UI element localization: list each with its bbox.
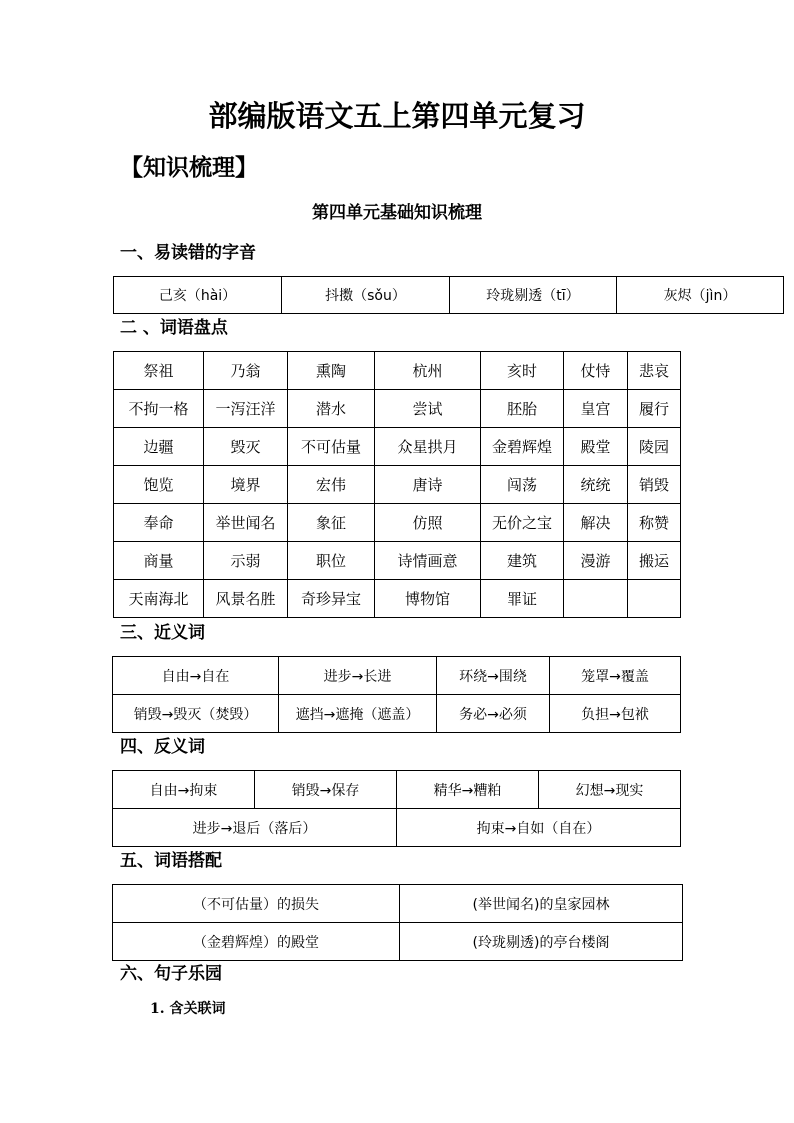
table-row bbox=[113, 923, 683, 961]
collocations-table bbox=[112, 884, 683, 961]
section-heading-collocations: 五、词语搭配 bbox=[120, 851, 222, 871]
table-cell: 灰烬（jìn） bbox=[617, 277, 784, 314]
table-cell: 称赞 bbox=[628, 504, 681, 542]
table-row bbox=[113, 809, 681, 847]
table-cell: 自由→自在 bbox=[113, 657, 279, 695]
table-row bbox=[114, 352, 681, 390]
table-cell: 销毁 bbox=[628, 466, 681, 504]
table-cell: 边疆 bbox=[114, 428, 204, 466]
table-row bbox=[114, 277, 784, 314]
subsection-heading: 1. 含关联词 bbox=[150, 1001, 226, 1017]
table-cell: 务必→必须 bbox=[437, 695, 550, 733]
page-title: 部编版语文五上第四单元复习 bbox=[208, 99, 586, 133]
table-row bbox=[113, 885, 683, 923]
table-cell: 毁灭 bbox=[204, 428, 288, 466]
table-cell: 仿照 bbox=[375, 504, 481, 542]
table-cell: 笼罩→覆盖 bbox=[550, 657, 681, 695]
table-cell: 举世闻名 bbox=[204, 504, 288, 542]
table-cell: 商量 bbox=[114, 542, 204, 580]
table-cell: 幻想→现实 bbox=[539, 771, 681, 809]
table-cell: 宏伟 bbox=[288, 466, 375, 504]
table-cell: 胚胎 bbox=[481, 390, 564, 428]
table-cell: （不可估量）的损失 bbox=[113, 885, 400, 923]
table-cell: 悲哀 bbox=[628, 352, 681, 390]
vocab-table bbox=[113, 351, 681, 618]
table-cell: 仗恃 bbox=[564, 352, 628, 390]
table-cell: 精华→糟粕 bbox=[397, 771, 539, 809]
table-cell: 无价之宝 bbox=[481, 504, 564, 542]
table-cell: 陵园 bbox=[628, 428, 681, 466]
table-cell: 进步→长进 bbox=[279, 657, 437, 695]
table-cell: 唐诗 bbox=[375, 466, 481, 504]
table-cell: 金碧辉煌 bbox=[481, 428, 564, 466]
table-cell: 搬运 bbox=[628, 542, 681, 580]
table-cell: 自由→拘束 bbox=[113, 771, 255, 809]
section-heading-vocab: 二 、词语盘点 bbox=[120, 318, 228, 338]
table-cell: 象征 bbox=[288, 504, 375, 542]
table-cell: 统统 bbox=[564, 466, 628, 504]
synonyms-table bbox=[112, 656, 681, 733]
table-cell: 尝试 bbox=[375, 390, 481, 428]
table-cell: 示弱 bbox=[204, 542, 288, 580]
table-cell: 职位 bbox=[288, 542, 375, 580]
table-cell: 亥时 bbox=[481, 352, 564, 390]
table-cell: 乃翁 bbox=[204, 352, 288, 390]
table-cell: (玲珑剔透)的亭台楼阁 bbox=[400, 923, 683, 961]
section-heading-antonyms: 四、反义词 bbox=[120, 737, 205, 757]
table-row bbox=[114, 390, 681, 428]
table-cell: 祭祖 bbox=[114, 352, 204, 390]
table-row bbox=[114, 504, 681, 542]
table-cell: 漫游 bbox=[564, 542, 628, 580]
section-heading-synonyms: 三、近义词 bbox=[120, 623, 205, 643]
table-cell: 杭州 bbox=[375, 352, 481, 390]
table-cell: 己亥（hài） bbox=[114, 277, 282, 314]
table-cell bbox=[564, 580, 628, 618]
table-cell: (举世闻名)的皇家园林 bbox=[400, 885, 683, 923]
table-cell: 不可估量 bbox=[288, 428, 375, 466]
table-cell: 诗情画意 bbox=[375, 542, 481, 580]
table-cell: 闯荡 bbox=[481, 466, 564, 504]
table-row bbox=[113, 771, 681, 809]
antonyms-table bbox=[112, 770, 681, 847]
table-cell: 拘束→自如（自在） bbox=[397, 809, 681, 847]
table-cell: 建筑 bbox=[481, 542, 564, 580]
table-cell: 遮挡→遮掩（遮盖） bbox=[279, 695, 437, 733]
table-cell: 一泻汪洋 bbox=[204, 390, 288, 428]
table-cell: 抖擞（sǒu） bbox=[282, 277, 450, 314]
table-cell: 熏陶 bbox=[288, 352, 375, 390]
pronunciation-table bbox=[113, 276, 784, 314]
table-cell: 天南海北 bbox=[114, 580, 204, 618]
table-row bbox=[114, 428, 681, 466]
table-cell: 众星拱月 bbox=[375, 428, 481, 466]
table-row bbox=[114, 580, 681, 618]
subtitle: 第四单元基础知识梳理 bbox=[312, 203, 482, 223]
table-row bbox=[114, 466, 681, 504]
table-cell: （金碧辉煌）的殿堂 bbox=[113, 923, 400, 961]
table-cell: 负担→包袱 bbox=[550, 695, 681, 733]
table-cell: 奉命 bbox=[114, 504, 204, 542]
table-row bbox=[113, 695, 681, 733]
table-cell: 销毁→毁灭（焚毁） bbox=[113, 695, 279, 733]
table-cell bbox=[628, 580, 681, 618]
table-cell: 奇珍异宝 bbox=[288, 580, 375, 618]
knowledge-heading: 【知识梳理】 bbox=[120, 155, 258, 181]
table-cell: 罪证 bbox=[481, 580, 564, 618]
table-cell: 皇宫 bbox=[564, 390, 628, 428]
table-cell: 博物馆 bbox=[375, 580, 481, 618]
table-cell: 境界 bbox=[204, 466, 288, 504]
table-cell: 履行 bbox=[628, 390, 681, 428]
table-cell: 解决 bbox=[564, 504, 628, 542]
table-cell: 销毁→保存 bbox=[255, 771, 397, 809]
table-row bbox=[113, 657, 681, 695]
table-cell: 进步→退后（落后） bbox=[113, 809, 397, 847]
table-cell: 饱览 bbox=[114, 466, 204, 504]
section-heading-sentences: 六、句子乐园 bbox=[120, 964, 222, 984]
table-cell: 玲珑剔透（tī） bbox=[450, 277, 617, 314]
table-cell: 不拘一格 bbox=[114, 390, 204, 428]
section-heading-pronunciation: 一、易读错的字音 bbox=[120, 243, 256, 263]
table-cell: 殿堂 bbox=[564, 428, 628, 466]
table-cell: 风景名胜 bbox=[204, 580, 288, 618]
table-row bbox=[114, 542, 681, 580]
table-cell: 环绕→围绕 bbox=[437, 657, 550, 695]
table-cell: 潜水 bbox=[288, 390, 375, 428]
